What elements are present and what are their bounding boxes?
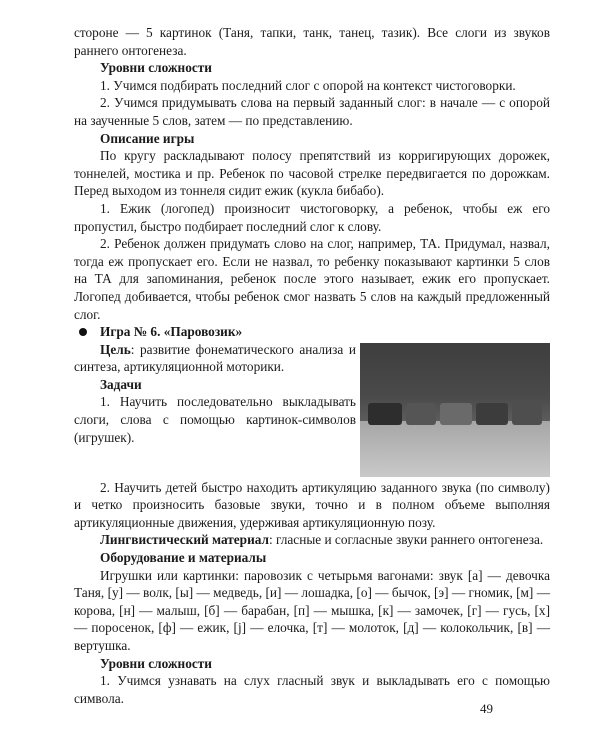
task-item: 2. Научить детей быстро находить артикуляцию заданного звука (по символу) и четко произносить базовые звуки, точно и в полном объеме выполняя артикуляционные движения, удерживая артикуляционную позу. [74, 479, 550, 530]
photo-table-surface [360, 421, 550, 477]
goal-paragraph [74, 341, 356, 376]
text-column [74, 24, 550, 707]
description-heading: Описание игры [100, 130, 195, 146]
game-title-text: Игра № 6. «Паровозик» [100, 324, 243, 340]
level-item: 1. Учимся подбирать последний слог с опорой на контекст чистоговорки. [100, 77, 516, 93]
equipment-heading: Оборудование и материалы [100, 550, 267, 566]
paragraph-continuation: стороне — 5 картинок (Таня, тапки, танк, танец, тазик). Все слоги из звуков раннего онтогенеза. [74, 25, 550, 58]
photo-float-block [74, 341, 550, 479]
train-wagon [476, 403, 508, 425]
equipment-paragraph: Игрушки или картинки: паровозик с четырьмя вагонами: звук [а] — девочка Таня, [у] — волк, [ы] — медведь, [и] — лошадка, [о] — бычок, [э] — гномик, [м] — корова, [н] — малыш, [б] — барабан, [п] — мышка, [к] — замочек, [г] — гусь, [х] — поросенок, [ф] — ежик, [j] — елочка, [т] — молоток, [д] — колокольчик, [в] — вертушка. [74, 567, 550, 654]
tasks-heading: Задачи [100, 376, 142, 392]
linguistic-paragraph [74, 531, 550, 549]
train-wagon [406, 403, 436, 425]
description-paragraph: По кругу раскладывают полосу препятствий из корригирующих дорожек, тоннелей, мостика и пр. Ребенок по часовой стрелке передвигается по дорожкам. Перед выходом из тоннеля сидит ежик (кукла бибабо). [74, 148, 550, 199]
toy-train-photo [360, 343, 550, 477]
levels-heading: Уровни сложности [100, 655, 212, 671]
page-number: 49 [480, 701, 493, 716]
linguistic-text: : гласные и согласные звуки раннего онтогенеза. [268, 532, 544, 548]
level-item: 2. Учимся придумывать слова на первый заданный слог: в начале — с опорой на заученные 5 слов, затем — по представлению. [74, 95, 550, 128]
game-title [74, 323, 550, 341]
goal-label: Цель [100, 341, 131, 357]
description-paragraph: 1. Ежик (логопед) произносит чистоговорку, а ребенок, чтобы еж его пропустил, быстро подбирает последний слог к слову. [74, 200, 550, 234]
linguistic-label: Лингвистический материал [100, 532, 269, 548]
level-item: 1. Учимся узнавать на слух гласный звук и выкладывать его с помощью символа. [74, 673, 550, 706]
goal-and-tasks [74, 341, 356, 447]
levels-heading: Уровни сложности [100, 60, 212, 76]
goal-text: : развитие фонематического анализа и синтеза, артикуляционной моторики. [74, 341, 356, 375]
train-wagon [440, 403, 472, 425]
task-item: 1. Научить последовательно выкладывать слоги, слова с помощью картинок-символов (игрушек). [74, 394, 356, 445]
train-locomotive [368, 403, 402, 425]
bullet-icon [79, 328, 87, 336]
description-paragraph: 2. Ребенок должен придумать слово на слог, например, ТА. Придумал, назвал, тогда еж пропускает его. Если не назвал, то ребенку показывают картинки 5 слов на ТА для запоминания, ребенок после этого называет, ежик его пропускает. Логопед добивается, чтобы ребенок смог назвать 5 слов на каждый предложенный слог. [74, 236, 550, 322]
train-wagon [512, 403, 542, 425]
